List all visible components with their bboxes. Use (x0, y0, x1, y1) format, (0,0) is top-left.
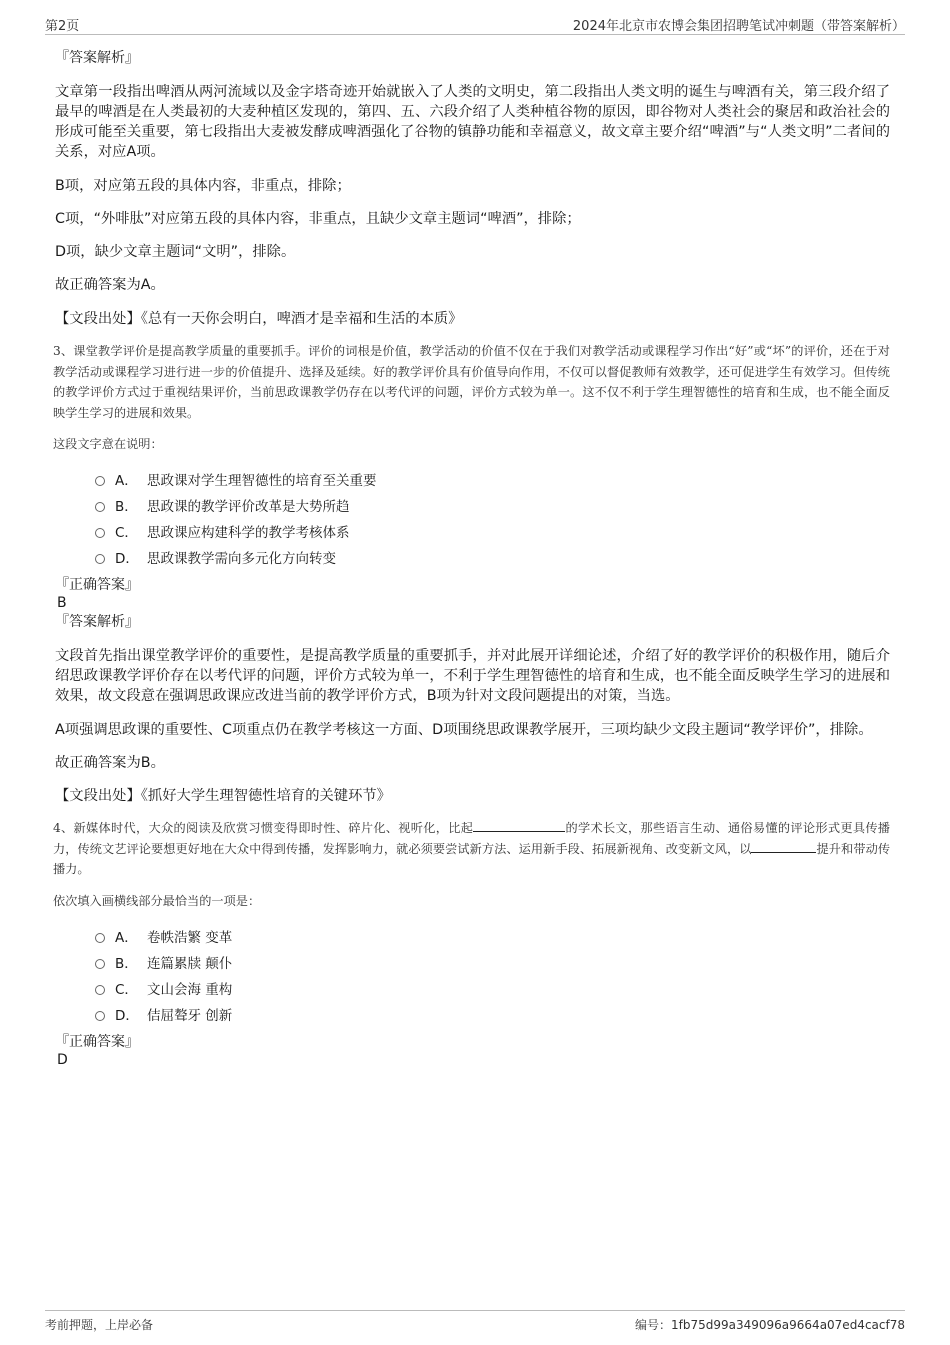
page-content (55, 46, 890, 1069)
analysis-conclusion: 故正确答案为A。 (55, 277, 165, 293)
analysis-paragraph: C项，“外啡肽”对应第五段的具体内容，非重点，且缺少文章主题词“啤酒”，排除； (55, 211, 581, 227)
correct-answer-label: 『正确答案』 (55, 577, 139, 593)
analysis-label: 『答案解析』 (55, 50, 139, 66)
analysis-paragraph: 文段首先指出课堂教学评价的重要性，是提高教学质量的重要抓手，并对此展开详细论述，介绍了好的教学评价的积极作用，随后介绍思政课教学评价存在以考代评的问题，评价方式较为单一，不利于学生理智德性的培育和生成，也不能全面反映学生学习的进展和效果，故文段意在强调思政课应改进当前的教学评价方式，B项为针对文段问题提出的对策，当选。 (55, 648, 890, 704)
analysis-paragraph: 文章第一段指出啤酒从两河流域以及金字塔奇迹开始就嵌入了人类的文明史，第二段指出人类文明的诞生与啤酒有关，第三段介绍了最早的啤酒是在人类最初的大麦种植区发现的，第四、五、六段介绍了人类种植谷物的原因，即谷物对人类社会的聚居和政治社会的形成可能至关重要，第七段指出大麦被发酵成啤酒强化了谷物的镇静功能和幸福意义，故文章主要介绍“啤酒”与“人类文明”二者间的关系，对应A项。 (55, 84, 890, 160)
radio-icon[interactable] (95, 528, 105, 538)
correct-answer-label: 『正确答案』 (55, 1033, 139, 1050)
option-text: 思政课的教学评价改革是大势所趋 (147, 499, 350, 515)
radio-icon[interactable] (95, 933, 105, 943)
document-title: 2024年北京市农博会集团招聘笔试冲刺题（带答案解析） (572, 19, 905, 34)
analysis-label: 『答案解析』 (55, 614, 139, 630)
option-b[interactable]: B． 思政课的教学评价改革是大势所趋 (95, 492, 890, 518)
question-stem: 3、课堂教学评价是提高教学质量的重要抓手。评价的词根是价值，教学活动的价值不仅在于我们对教学活动或课程学习作出“好”或“坏”的评价，还在于对教学活动或课程学习进行进一步的价值提升、选择及延续。好的教学评价具有价值导向作用，不仅可以督促教师有效教学，还可促进学生有效学习。但传统的教学评价方式过于重视结果评价，当前思政课教学仍存在以考代评的问题，评价方式较为单一。这不仅不利于学生理智德性的培育和生成，也不能全面反映学生学习的进展和效果。 (53, 344, 890, 420)
option-d[interactable]: D． 佶屈聱牙 创新 (95, 1001, 890, 1027)
fill-blank (751, 840, 816, 853)
page-footer (45, 1310, 905, 1335)
analysis-paragraph: A项强调思政课的重要性、C项重点仍在教学考核这一方面、D项围绕思政课教学展开，三项均缺少文段主题词“教学评价”，排除。 (55, 722, 873, 738)
option-text: 佶屈聱牙 创新 (147, 1007, 233, 1024)
radio-icon[interactable] (95, 959, 105, 969)
fill-blank (473, 819, 565, 832)
question-prompt: 这段文字意在说明： (53, 437, 163, 451)
radio-icon[interactable] (95, 554, 105, 564)
footer-slogan: 考前押题，上岸必备 (45, 1318, 154, 1332)
option-text: 文山会海 重构 (147, 981, 233, 998)
analysis-paragraph: D项，缺少文章主题词“文明”，排除。 (55, 244, 296, 260)
option-c[interactable]: C． 思政课应构建科学的教学考核体系 (95, 518, 890, 544)
passage-source: 【文段出处】《抓好大学生理智德性培育的关键环节》 (55, 788, 391, 804)
option-c[interactable]: C． 文山会海 重构 (95, 975, 890, 1001)
option-a[interactable]: A． 卷帙浩繁 变革 (95, 923, 890, 949)
option-text: 连篇累牍 颠仆 (147, 955, 233, 972)
option-text: 思政课教学需向多元化方向转变 (147, 551, 336, 567)
option-text: 思政课应构建科学的教学考核体系 (147, 525, 350, 541)
radio-icon[interactable] (95, 1011, 105, 1021)
radio-icon[interactable] (95, 476, 105, 486)
option-text: 卷帙浩繁 变革 (147, 929, 233, 946)
page-header (45, 14, 905, 35)
option-d[interactable]: D． 思政课教学需向多元化方向转变 (95, 544, 890, 570)
option-b[interactable]: B． 连篇累牍 颠仆 (95, 949, 890, 975)
question-stem: 4、新媒体时代，大众的阅读及欣赏习惯变得即时性、碎片化、视听化，比起 的学术长文，那些语言生动、通俗易懂的评论形式更具传播力，传统文艺评论要想更好地在大众中得到传播，发挥影响力，就必须要尝试新方法、运用新手段、拓展新视角、改变新文风，以 提升和带动传播力。 (53, 821, 891, 876)
option-list (55, 466, 890, 570)
question-prompt: 依次填入画横线部分最恰当的一项是： (53, 893, 261, 908)
passage-source: 【文段出处】《总有一天你会明白，啤酒才是幸福和生活的本质》 (55, 311, 463, 327)
option-a[interactable]: A． 思政课对学生理智德性的培育至关重要 (95, 466, 890, 492)
correct-answer: B (57, 595, 67, 611)
analysis-paragraph: B项，对应第五段的具体内容，非重点，排除； (55, 178, 351, 194)
radio-icon[interactable] (95, 985, 105, 995)
correct-answer: D (57, 1051, 68, 1068)
page-number: 第2页 (45, 19, 80, 34)
option-list (55, 923, 890, 1027)
radio-icon[interactable] (95, 502, 105, 512)
option-text: 思政课对学生理智德性的培育至关重要 (147, 473, 377, 489)
analysis-conclusion: 故正确答案为B。 (55, 755, 165, 771)
document-code: 编号：1fb75d99a349096a9664a07ed4cacf78 (635, 1318, 905, 1332)
